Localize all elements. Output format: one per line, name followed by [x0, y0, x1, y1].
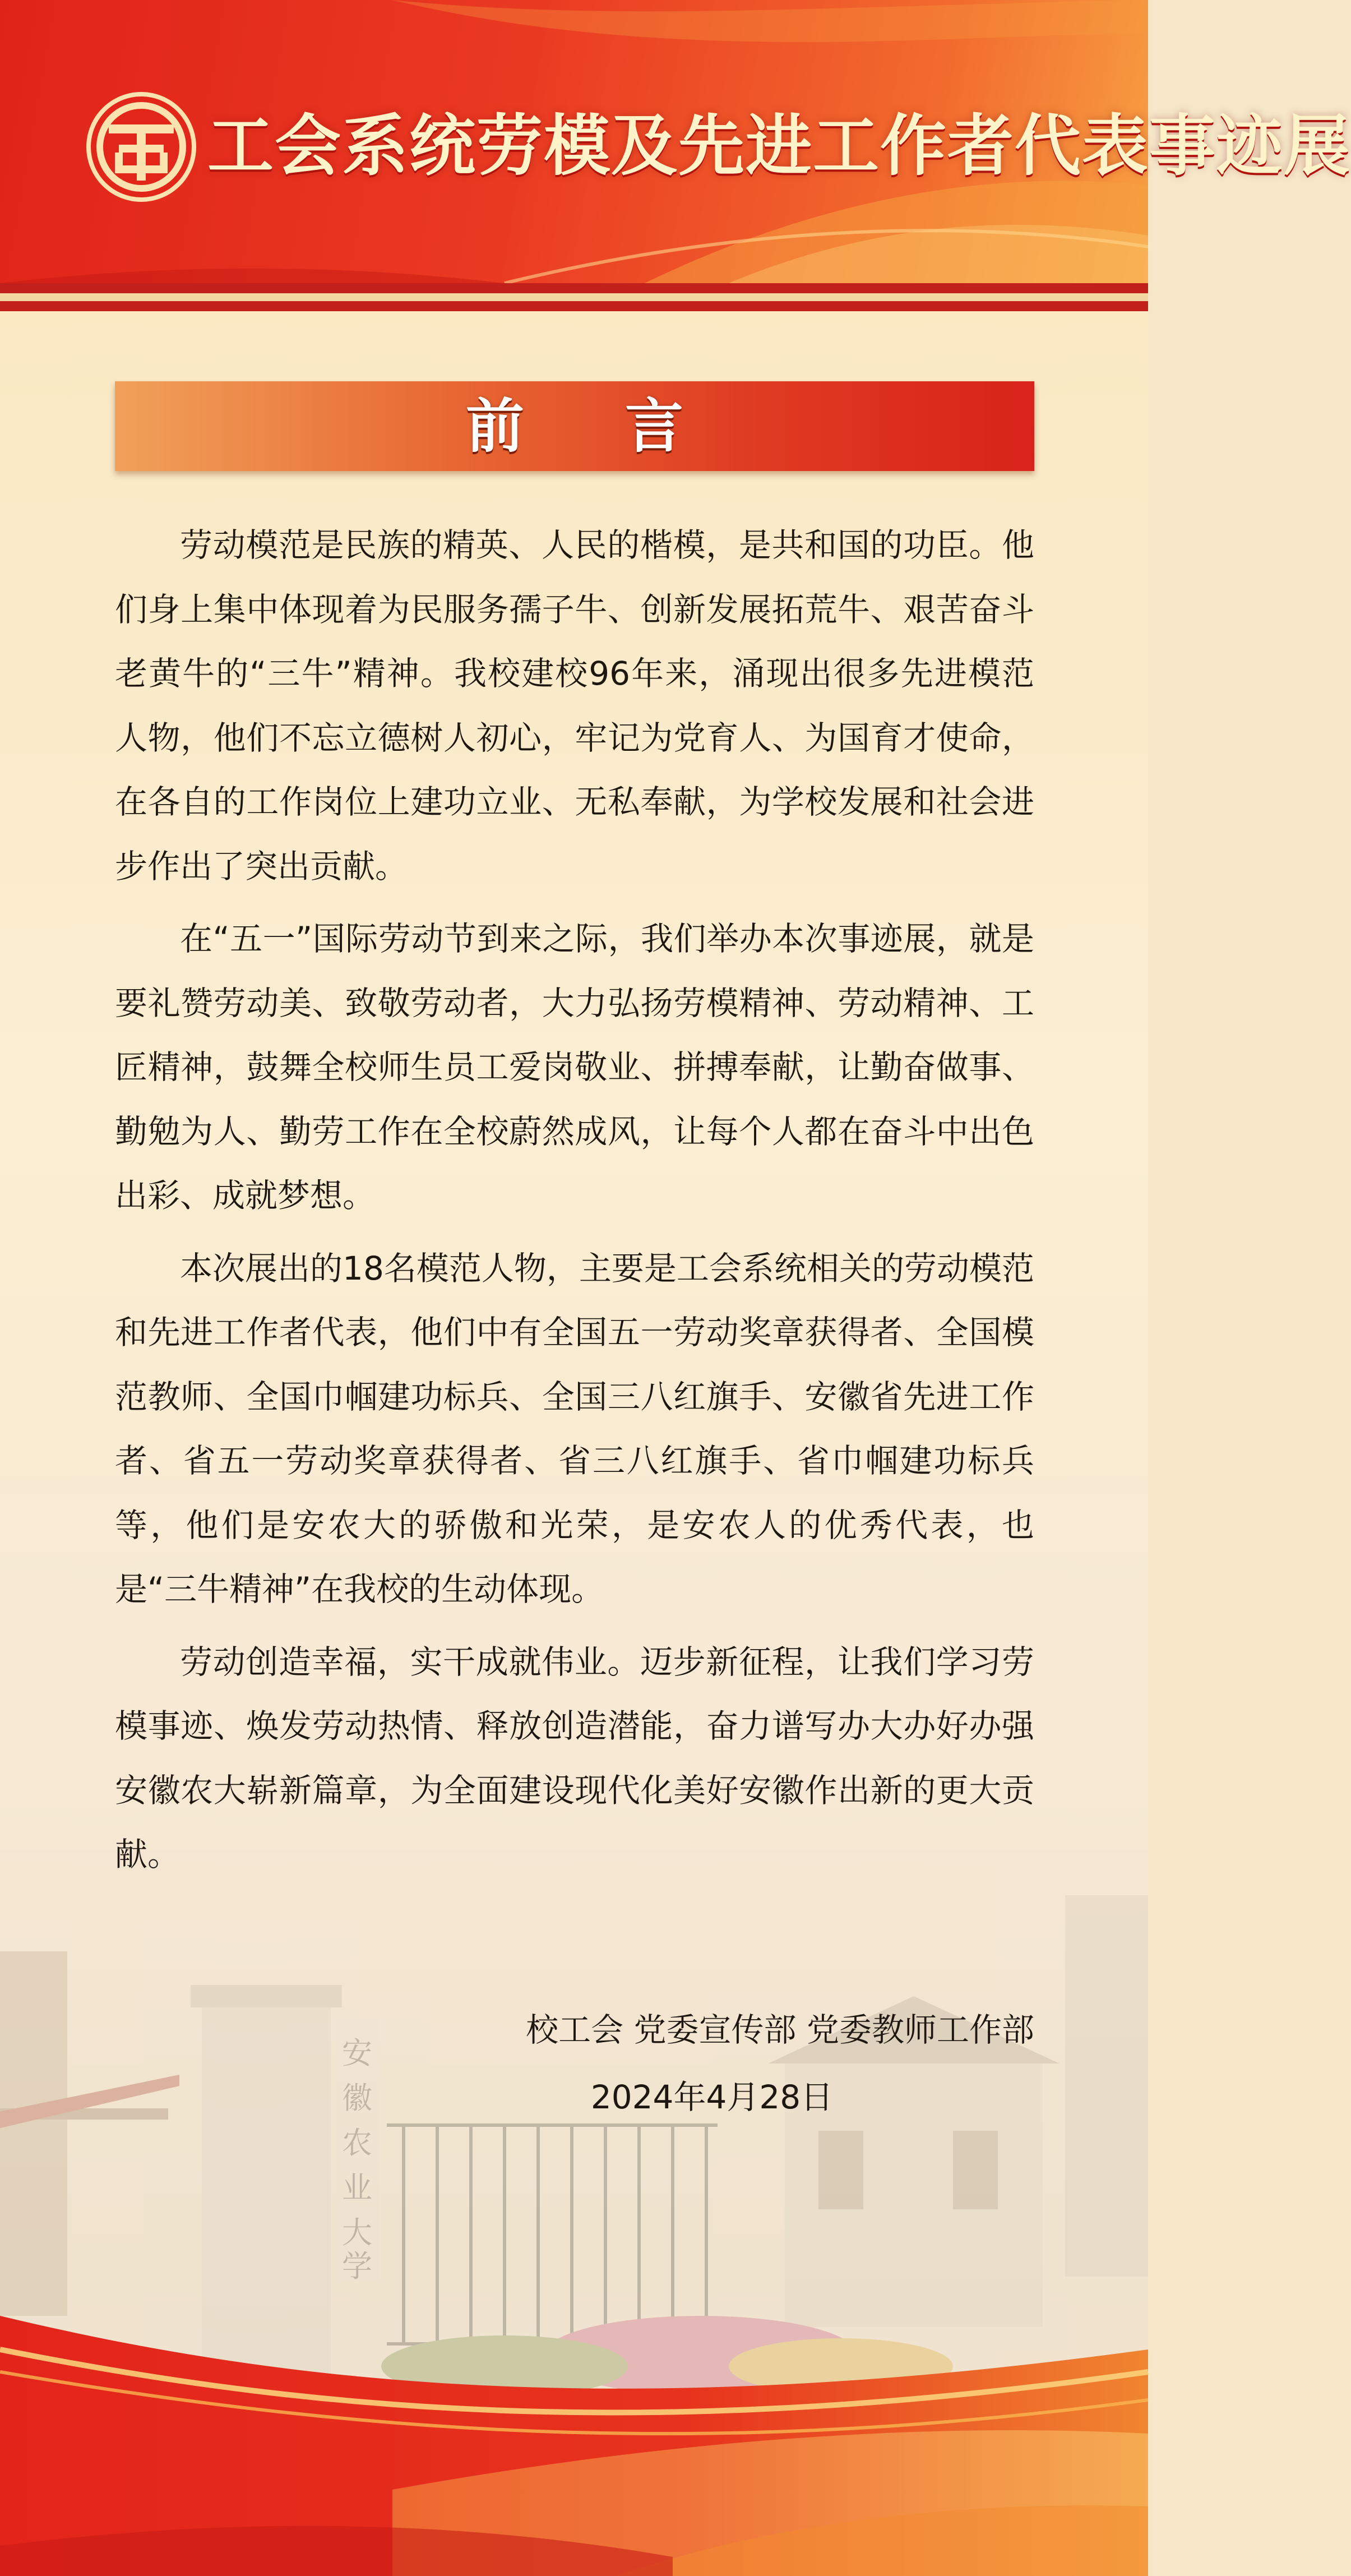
header-divider-top — [0, 283, 1148, 293]
trade-union-emblem-icon — [84, 90, 199, 205]
preface-body — [115, 513, 1034, 1895]
header-banner — [0, 0, 1351, 283]
publish-date: 2024年4月28日 — [590, 2078, 834, 2116]
svg-text:徽: 徽 — [342, 2080, 372, 2116]
header-divider-bottom — [0, 301, 1148, 311]
svg-text:业: 业 — [342, 2170, 372, 2205]
svg-text:安: 安 — [342, 2035, 372, 2071]
svg-text:农: 农 — [342, 2125, 372, 2160]
footer-wave-decoration — [0, 2254, 1148, 2576]
preface-heading: 前言 — [465, 392, 784, 460]
header-divider-middle — [0, 293, 1148, 301]
svg-text:大: 大 — [342, 2215, 372, 2250]
preface-paragraph-2: 在“五一”国际劳动节到来之际，我们举办本次事迹展，就是要礼赞劳动美、致敬劳动者，大力弘扬劳模精神、劳动精神、工匠精神，鼓舞全校师生员工爱岗敬业、拼搏奉献，让勤奋做事、勤勉为人、勤劳工作在全校蔚然成风，让每个人都在奋斗中出色出彩、成就梦想。 — [115, 920, 1034, 1215]
preface-paragraph-4: 劳动创造幸福，实干成就伟业。迈步新征程，让我们学习劳模事迹、焕发劳动热情、释放创造潜能，奋力谱写办大办好办强安徽农大崭新篇章，为全面建设现代化美好安徽作出新的更大贡献。 — [115, 1642, 1034, 1873]
preface-heading-bar — [115, 381, 1034, 471]
organizer-signature: 校工会 党委宣传部 党委教师工作部 — [526, 2011, 1034, 2049]
preface-paragraph-3: 本次展出的18名模范人物，主要是工会系统相关的劳动模范和先进工作者代表，他们中有全国五一劳动奖章获得者、全国模范教师、全国巾帼建功标兵、全国三八红旗手、安徽省先进工作者、省五一劳动奖章获得者、省三八红旗手、省巾帼建功标兵等，他们是安农大的骄傲和光荣，是安农人的优秀代表，也是“三牛精神”在我校的生动体现。 — [115, 1249, 1034, 1608]
preface-paragraph-1: 劳动模范是民族的精英、人民的楷模，是共和国的功臣。他们身上集中体现着为民服务孺子牛、创新发展拓荒牛、艰苦奋斗老黄牛的“三牛”精神。我校建校96年来，涌现出很多先进模范人物，他们不忘立德树人初心，牢记为党育人、为国育才使命，在各自的工作岗位上建功立业、无私奉献，为学校发展和社会进步作出了突出贡献。 — [115, 526, 1034, 885]
svg-text:学: 学 — [342, 2249, 372, 2284]
exhibition-title: 工会系统劳模及先进工作者代表事迹展 — [207, 107, 1351, 184]
